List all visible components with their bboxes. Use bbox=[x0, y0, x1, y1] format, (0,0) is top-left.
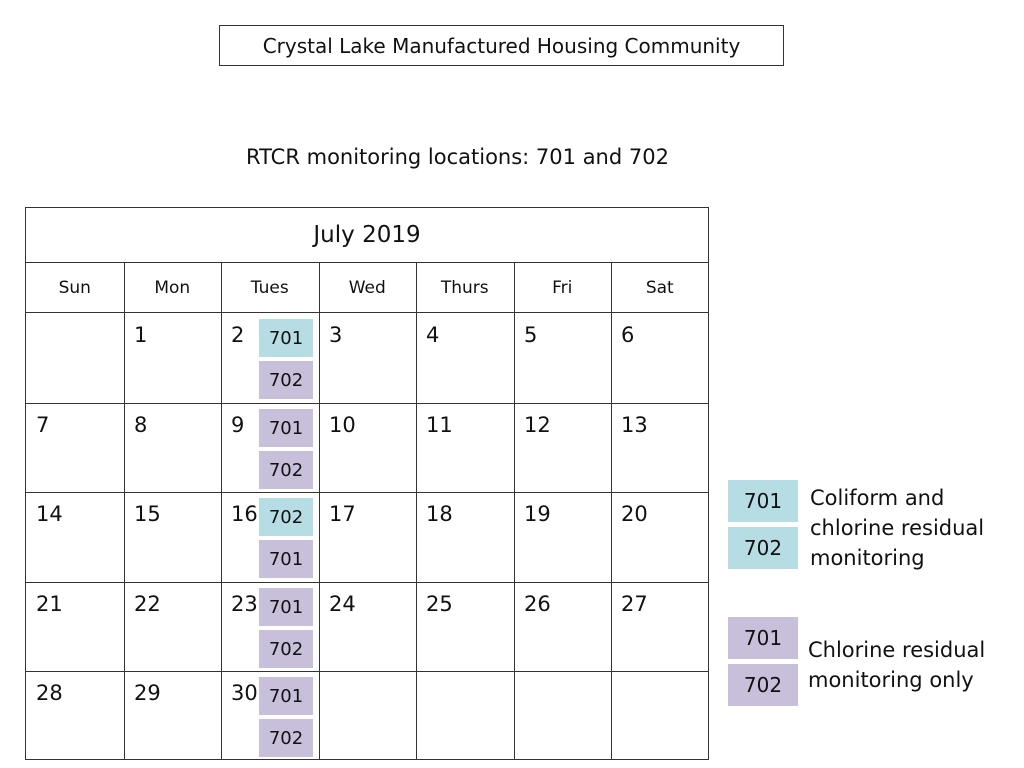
legend-coliform-line-2: chlorine residual bbox=[810, 516, 985, 540]
date-1: 1 bbox=[134, 323, 148, 347]
day-header-thurs: Thurs bbox=[440, 277, 489, 298]
date-29: 29 bbox=[134, 681, 161, 705]
date-10: 10 bbox=[329, 413, 356, 437]
date-19: 19 bbox=[524, 502, 551, 526]
legend-chlorine-badge-702: 702 bbox=[728, 664, 798, 706]
day-header-row bbox=[26, 263, 708, 313]
sample-badge-16-bottom: 701 bbox=[259, 540, 313, 578]
sample-badge-23-bottom: 702 bbox=[259, 630, 313, 668]
row-divider bbox=[26, 492, 708, 493]
legend-chlorine-line-1: Chlorine residual bbox=[808, 638, 986, 662]
legend-coliform-badge-702: 702 bbox=[728, 527, 798, 569]
day-header-mon: Mon bbox=[154, 277, 191, 298]
date-23: 23 bbox=[231, 592, 258, 616]
date-16: 16 bbox=[231, 502, 258, 526]
calendar bbox=[25, 207, 709, 760]
date-28: 28 bbox=[36, 681, 63, 705]
row-divider bbox=[26, 403, 708, 404]
day-header-wed: Wed bbox=[348, 277, 386, 298]
date-20: 20 bbox=[621, 502, 648, 526]
column-divider bbox=[611, 263, 612, 760]
date-22: 22 bbox=[134, 592, 161, 616]
date-2: 2 bbox=[231, 323, 245, 347]
date-12: 12 bbox=[524, 413, 551, 437]
sample-badge-30-top: 701 bbox=[259, 677, 313, 715]
date-21: 21 bbox=[36, 592, 63, 616]
date-27: 27 bbox=[621, 592, 648, 616]
date-6: 6 bbox=[621, 323, 635, 347]
date-24: 24 bbox=[329, 592, 356, 616]
legend-chlorine-line-2: monitoring only bbox=[808, 668, 974, 692]
legend-coliform-text bbox=[810, 483, 984, 573]
sample-badge-30-bottom: 702 bbox=[259, 719, 313, 757]
date-26: 26 bbox=[524, 592, 551, 616]
day-header-sun: Sun bbox=[58, 277, 91, 298]
month-header: July 2019 bbox=[26, 208, 708, 263]
legend-coliform-badge-701: 701 bbox=[728, 480, 798, 522]
day-header-tues: Tues bbox=[250, 277, 289, 298]
date-17: 17 bbox=[329, 502, 356, 526]
date-14: 14 bbox=[36, 502, 63, 526]
legend-chlorine-text bbox=[808, 635, 985, 695]
date-9: 9 bbox=[231, 413, 245, 437]
subtitle: RTCR monitoring locations: 701 and 702 bbox=[246, 145, 669, 169]
date-18: 18 bbox=[426, 502, 453, 526]
sample-badge-2-bottom: 702 bbox=[259, 361, 313, 399]
date-7: 7 bbox=[36, 413, 50, 437]
date-3: 3 bbox=[329, 323, 343, 347]
column-divider bbox=[221, 263, 222, 760]
date-15: 15 bbox=[134, 502, 161, 526]
date-25: 25 bbox=[426, 592, 453, 616]
column-divider bbox=[514, 263, 515, 760]
date-8: 8 bbox=[134, 413, 148, 437]
day-header-sat: Sat bbox=[645, 277, 674, 298]
row-divider bbox=[26, 582, 708, 583]
legend-coliform-line-3: monitoring bbox=[810, 546, 925, 570]
column-divider bbox=[416, 263, 417, 760]
legend-chlorine-badge-701: 701 bbox=[728, 617, 798, 659]
date-4: 4 bbox=[426, 323, 440, 347]
date-13: 13 bbox=[621, 413, 648, 437]
date-11: 11 bbox=[426, 413, 453, 437]
row-divider bbox=[26, 671, 708, 672]
page-title: Crystal Lake Manufactured Housing Community bbox=[219, 25, 784, 66]
column-divider bbox=[124, 263, 125, 760]
date-30: 30 bbox=[231, 681, 258, 705]
column-divider bbox=[319, 263, 320, 760]
day-header-fri: Fri bbox=[552, 277, 573, 298]
sample-badge-23-top: 701 bbox=[259, 588, 313, 626]
legend-coliform-line-1: Coliform and bbox=[810, 486, 945, 510]
sample-badge-9-bottom: 702 bbox=[259, 451, 313, 489]
date-5: 5 bbox=[524, 323, 538, 347]
sample-badge-9-top: 701 bbox=[259, 409, 313, 447]
sample-badge-2-top: 701 bbox=[259, 319, 313, 357]
sample-badge-16-top: 702 bbox=[259, 498, 313, 536]
